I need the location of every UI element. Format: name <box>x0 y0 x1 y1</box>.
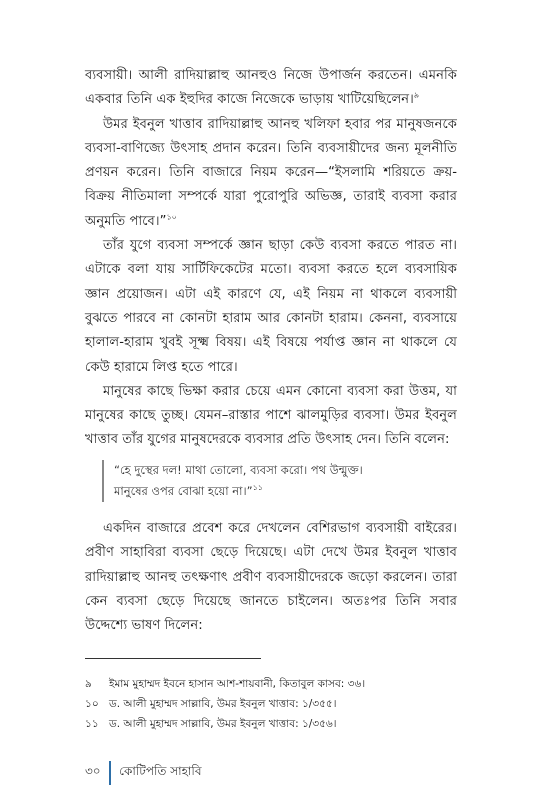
paragraph-4: মানুষের কাছে ভিক্ষা করার চেয়ে এমন কোনো ব্যবসা করা উত্তম, যা মানুষের কাছে তুচ্ছ। যেমন–রাস্তার পাশে ঝালমুড়ির ব্যবসা। উমর ইবনুল খাত্তাব তাঁর যুগের মানুষদেরকে ব্যবসার প্রতি উৎসাহ দেন। তিনি বলেন: <box>85 383 457 448</box>
page-footer <box>85 761 202 785</box>
footnote-ref-9[interactable]: ৯ <box>413 90 420 100</box>
paragraph-2: উমর ইবনুল খাত্তাব রাদিয়াল্লাহু আনহু খলিফা হবার পর মানুষজনকে ব্যবসা-বাণিজ্যে উৎসাহ প্রদান করেন। তিনি ব্যবসায়ীদের জন্য মূলনীতি প্রণয়ন করেন। তিনি বাজারে নিয়ম করেন—“ইসলামি শরিয়তে ক্রয়-বিক্রয় নীতিমালা সম্পর্কে যারা পুরোপুরি অভিজ্ঞ, তারাই ব্যবসা করার অনুমতি পাবে।”$^{১০}$ <box>85 116 457 229</box>
footnote-divider <box>85 658 261 659</box>
body-text-2 <box>85 517 457 638</box>
footer-accent-bar <box>109 761 112 785</box>
blockquote <box>102 460 464 502</box>
footnote-number: ৯ <box>85 678 92 690</box>
quote-line-1: “হে দুস্থের দল! মাথা তোলো, ব্যবসা করো। পথ উন্মুক্ত। <box>114 463 363 477</box>
footnote-number: ১০ <box>85 698 99 710</box>
footnote-number: ১১ <box>85 718 99 730</box>
quote-line-2: মানুষের ওপর বোঝা হয়ো না।”$^{১১}$ <box>114 483 263 498</box>
footnote-item <box>85 694 465 714</box>
paragraph-5: একদিন বাজারে প্রবেশ করে দেখলেন বেশিরভাগ ব্যবসায়ী বাইরের। প্রবীণ সাহাবিরা ব্যবসা ছেড়ে দিয়েছে। এটা দেখে উমর ইবনুল খাত্তাব রাদিয়াল্লাহু আনহু তৎক্ষণাৎ প্রবীণ ব্যবসায়ীদেরকে জড়ো করলেন। তারা কেন ব্যবসা ছেড়ে দিয়েছে জানতে চাইলেন। অতঃপর তিনি সবার উদ্দেশ্যে ভাষণ দিলেন: <box>85 521 457 634</box>
footnotes <box>85 674 465 734</box>
paragraph-1: ব্যবসায়ী। আলী রাদিয়াল্লাহু আনহুও নিজে উপার্জন করতেন। এমনকি একবার তিনি এক ইহুদির কাজে নিজেকে ভাড়ায় খাটিয়েছিলেন।$^৯$ <box>85 68 457 108</box>
page-number: ৩০ <box>85 764 101 778</box>
body-text <box>85 64 457 453</box>
footnote-item <box>85 714 465 734</box>
book-title: কোটিপতি সাহাবি <box>119 764 202 778</box>
footnote-text: ড. আলী মুহাম্মদ সাল্লাবি, উমর ইবনুল খাত্তাব: ১/৩৫৬। <box>109 718 337 730</box>
footnote-text: ইমাম মুহাম্মদ ইবনে হাসান আশ-শায়বানী, কিতাবুল কাসব: ৩৬। <box>109 678 366 690</box>
footnote-text: ড. আলী মুহাম্মদ সাল্লাবি, উমর ইবনুল খাত্তাব: ১/৩৫৫। <box>109 698 337 710</box>
footnote-item <box>85 674 465 694</box>
paragraph-3: তাঁর যুগে ব্যবসা সম্পর্কে জ্ঞান ছাড়া কেউ ব্যবসা করতে পারত না। এটাকে বলা যায় সার্টিফিকেটের মতো। ব্যবসা করতে হলে ব্যবসায়িক জ্ঞান প্রয়োজন। এটা এই কারণে যে, এই নিয়ম না থাকলে ব্যবসায়ী বুঝতে পারবে না কোনটা হারাম আর কোনটা হারাম। কেননা, ব্যবসায়ে হালাল-হারাম খুবই সূক্ষ্ম বিষয়। এই বিষয়ে পর্যাপ্ত জ্ঞান না থাকলে যে কেউ হারামে লিপ্ত হতে পারে। <box>85 238 457 375</box>
footnote-ref-10[interactable]: ১০ <box>166 212 177 222</box>
footnote-ref-11[interactable]: ১১ <box>252 483 263 493</box>
